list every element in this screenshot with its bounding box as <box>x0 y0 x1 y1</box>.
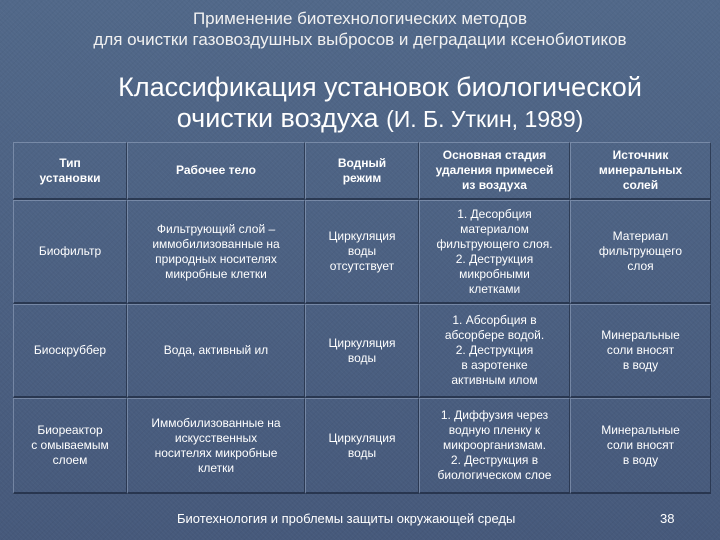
header-cell <box>13 142 127 200</box>
cell-line: Биореактор <box>37 423 103 437</box>
cell-line: Биоскруббер <box>33 343 107 357</box>
table-cell <box>13 398 127 494</box>
cell-line: Водный <box>337 155 387 170</box>
table-cell <box>419 398 570 494</box>
cell-line: в аэротенке <box>461 358 528 372</box>
slide-footer <box>0 509 720 531</box>
cell-line: биологическом слое <box>437 468 552 482</box>
cell-line: Материал <box>612 229 669 243</box>
table-row <box>13 200 711 304</box>
cell-line: Источник <box>612 148 669 162</box>
cell-line: Циркуляция <box>328 229 396 243</box>
cell-line: минеральных <box>598 163 683 177</box>
table-cell <box>13 304 127 398</box>
table-cell <box>13 200 127 304</box>
cell-line: фильтрующего <box>598 244 683 258</box>
cell-line: природных носителях <box>155 251 277 266</box>
cell-line: Тип <box>59 155 81 170</box>
cell-line: Фильтрующий слой – <box>156 221 276 236</box>
cell-line: 2. Деструкция <box>455 343 534 357</box>
header-cell <box>570 142 711 200</box>
cell-line: солей <box>622 178 659 192</box>
slide-title <box>60 72 700 135</box>
cell-line: Циркуляция <box>328 430 396 445</box>
table-row <box>13 398 711 494</box>
title-author: (И. Б. Уткин, 1989) <box>386 106 584 132</box>
slide-supertitle <box>0 8 720 50</box>
cell-line: материалом <box>460 221 529 236</box>
cell-line: воды <box>347 350 377 365</box>
cell-line: установки <box>39 170 101 185</box>
header-cell <box>305 142 419 200</box>
cell-line: 1. Десорбция <box>457 206 532 221</box>
cell-line: Вода, активный ил <box>163 343 269 357</box>
cell-line: активным илом <box>451 373 538 387</box>
table-row <box>13 304 711 398</box>
table-cell <box>419 304 570 398</box>
cell-line: 1. Абсорбция в <box>452 313 537 327</box>
header-cell <box>419 142 570 200</box>
table-cell <box>127 398 305 494</box>
cell-line: 2. Деструкция в <box>450 453 539 467</box>
cell-line: в воду <box>622 453 659 467</box>
cell-line: микроорганизмам. <box>442 438 547 452</box>
table-cell <box>570 200 711 304</box>
cell-line: фильтрующего слоя. <box>436 236 553 251</box>
cell-line: Биофильтр <box>38 244 102 258</box>
cell-line: воды <box>347 244 377 258</box>
cell-line: водную пленку к <box>448 423 541 437</box>
cell-line: слоем <box>52 453 88 467</box>
cell-line: в воду <box>622 358 659 372</box>
cell-line: микробными <box>459 266 530 281</box>
header-cell <box>127 142 305 200</box>
cell-line: отсутствует <box>329 259 395 273</box>
title-line-2 <box>60 103 700 135</box>
header-row <box>13 142 711 200</box>
supertitle-line-2: для очистки газовоздушных выбросов и деградации ксенобиотиков <box>93 30 627 49</box>
cell-line: слоя <box>627 259 654 273</box>
cell-line: клетки <box>197 460 235 475</box>
title-line-2-text: очистки воздуха <box>176 103 379 133</box>
cell-line: удаления примесей <box>435 163 554 177</box>
table-cell <box>305 200 419 304</box>
cell-line: клетками <box>468 281 521 296</box>
title-line-1: Классификация установок биологической <box>118 72 642 102</box>
footer-text: Биотехнология и проблемы защиты окружающей среды <box>177 511 516 526</box>
table-cell <box>570 304 711 398</box>
cell-line: микробные клетки <box>165 266 267 281</box>
cell-line: иммобилизованные на <box>152 236 280 251</box>
supertitle-line-1: Применение биотехнологических методов <box>192 9 528 28</box>
cell-line: режим <box>342 170 382 185</box>
cell-line: абсорбере водой. <box>444 328 545 342</box>
table-cell <box>305 398 419 494</box>
cell-line: 1. Диффузия через <box>440 408 549 422</box>
cell-line: Циркуляция <box>328 335 396 350</box>
page-number: 38 <box>660 511 675 526</box>
cell-line: с омываемым <box>31 438 109 452</box>
classification-table <box>13 142 711 494</box>
cell-line: из воздуха <box>462 178 527 192</box>
cell-line: 2. Деструкция <box>455 251 534 266</box>
cell-line: воды <box>347 445 377 460</box>
cell-line: Иммобилизованные на <box>151 415 281 430</box>
table-cell <box>419 200 570 304</box>
cell-line: Рабочее тело <box>176 163 256 177</box>
table-cell <box>127 304 305 398</box>
table-cell <box>127 200 305 304</box>
table-cell <box>305 304 419 398</box>
cell-line: Основная стадия <box>442 148 547 162</box>
cell-line: Минеральные <box>601 328 680 342</box>
table-cell <box>570 398 711 494</box>
cell-line: носителях микробные <box>154 445 278 460</box>
cell-line: Минеральные <box>601 423 680 437</box>
cell-line: соли вносят <box>606 343 675 357</box>
cell-line: соли вносят <box>606 438 675 452</box>
cell-line: искусственных <box>174 430 258 445</box>
